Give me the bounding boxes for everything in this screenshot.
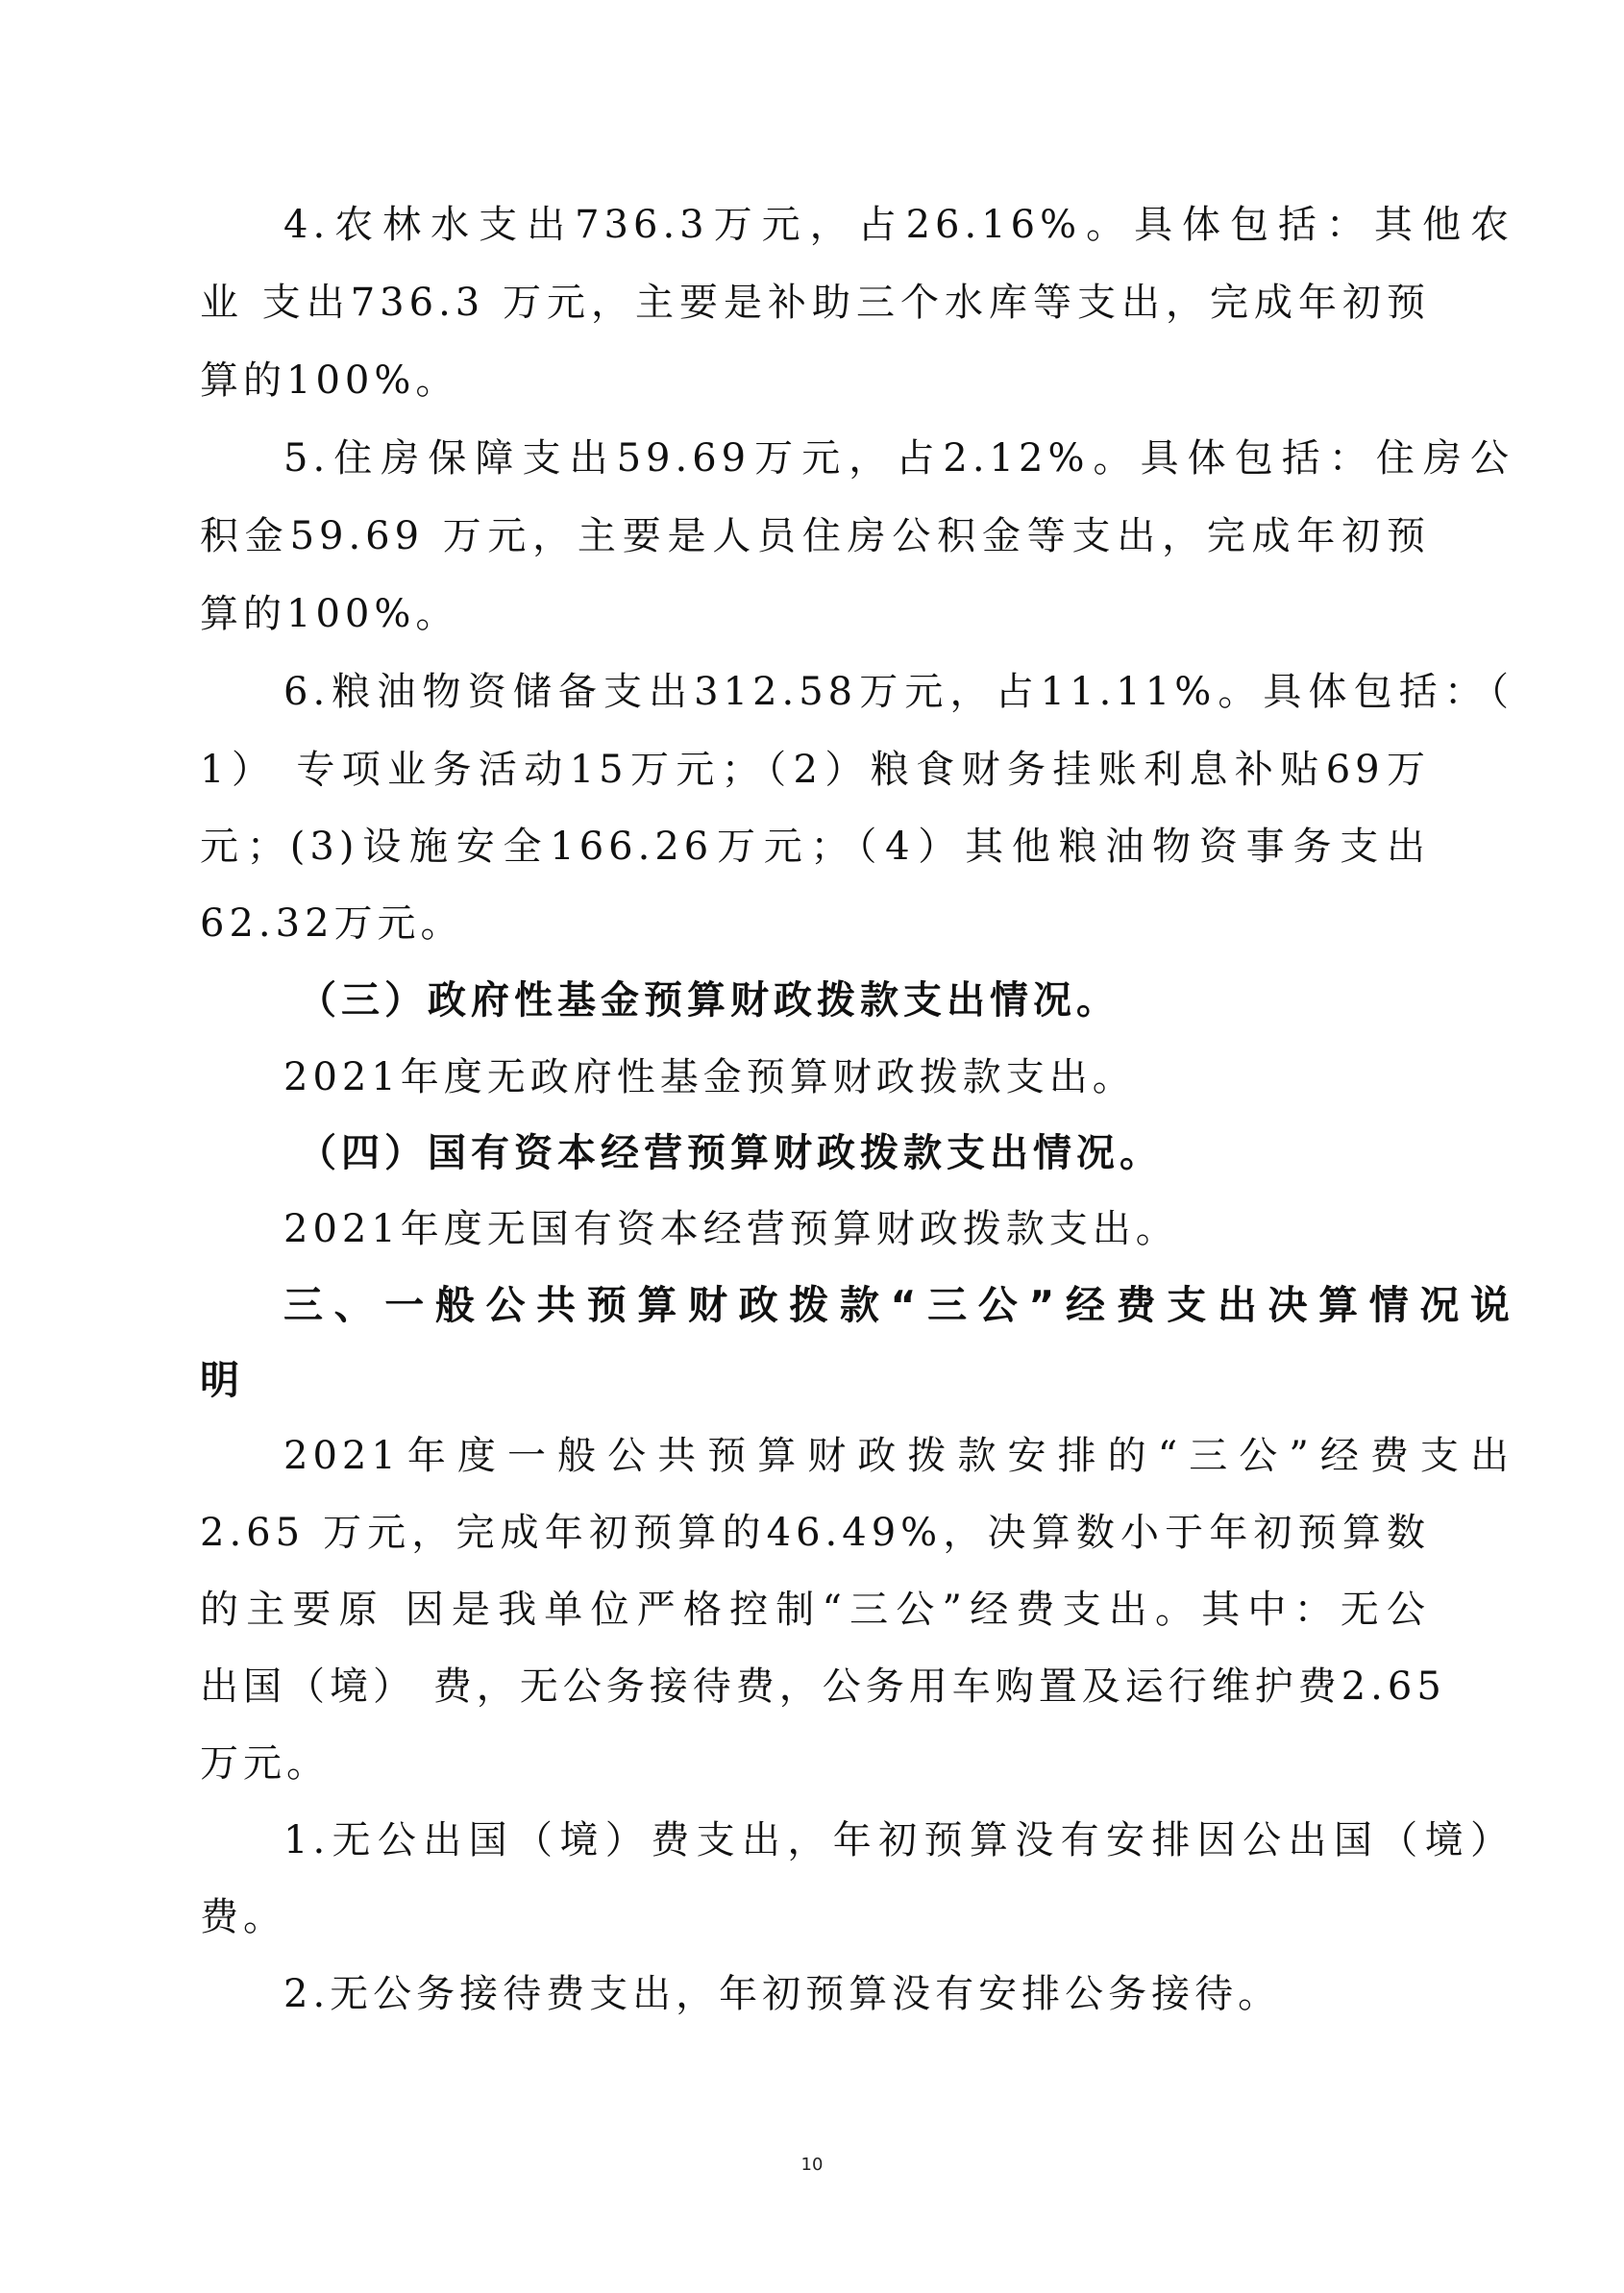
paragraph-line: 的主要原 因是我单位严格控制“三公”经费支出。其中：无公 [200, 1588, 1430, 1632]
paragraph-line: 出国（境） 费，无公务接待费，公务用车购置及运行维护费2.65 [200, 1664, 1446, 1709]
paragraph-line: 算的100%。 [200, 358, 459, 403]
subsection-heading: （三）政府性基金预算财政拨款支出情况。 [298, 978, 1120, 1023]
paragraph-line: 1.无公出国（境）费支出，年初预算没有安排因公出国（境） [283, 1818, 1513, 1862]
paragraph-line: 2021年度一般公共预算财政拨款安排的“三公”经费支出 [283, 1434, 1513, 1478]
paragraph-line: 业 支出736.3 万元，主要是补助三个水库等支出，完成年初预 [200, 281, 1430, 325]
paragraph-line: 2.65 万元，完成年初预算的46.49%，决算数小于年初预算数 [200, 1511, 1430, 1555]
paragraph-line: 2021年度无国有资本经营预算财政拨款支出。 [283, 1207, 1179, 1251]
paragraph-line: 算的100%。 [200, 592, 459, 636]
paragraph-line: 2.无公务接待费支出，年初预算没有安排公务接待。 [283, 1972, 1282, 2016]
paragraph-line: 6.粮油物资储备支出312.58万元，占11.11%。具体包括：（ [283, 670, 1513, 714]
paragraph-line: 积金59.69 万元，主要是人员住房公积金等支出，完成年初预 [200, 514, 1430, 558]
paragraph-line: 1） 专项业务活动15万元；（2）粮食财务挂账利息补贴69万 [200, 748, 1430, 792]
paragraph-line: 4.农林水支出736.3万元，占26.16%。具体包括：其他农 [283, 203, 1513, 247]
paragraph-line: 62.32万元。 [200, 901, 464, 946]
section-heading: 三、一般公共预算财政拨款“三公”经费支出决算情况说 [283, 1282, 1513, 1328]
paragraph-line: 万元。 [200, 1741, 330, 1786]
section-heading: 明 [200, 1357, 243, 1403]
page-number: 10 [800, 2155, 824, 2175]
paragraph-line: 5.住房保障支出59.69万元，占2.12%。具体包括：住房公 [283, 436, 1513, 481]
subsection-heading: （四）国有资本经营预算财政拨款支出情况。 [298, 1131, 1163, 1175]
paragraph-line: 2021年度无政府性基金预算财政拨款支出。 [283, 1055, 1136, 1099]
paragraph-line: 元；(3)设施安全166.26万元；（4）其他粮油物资事务支出 [200, 825, 1430, 869]
paragraph-line: 费。 [200, 1895, 286, 1939]
